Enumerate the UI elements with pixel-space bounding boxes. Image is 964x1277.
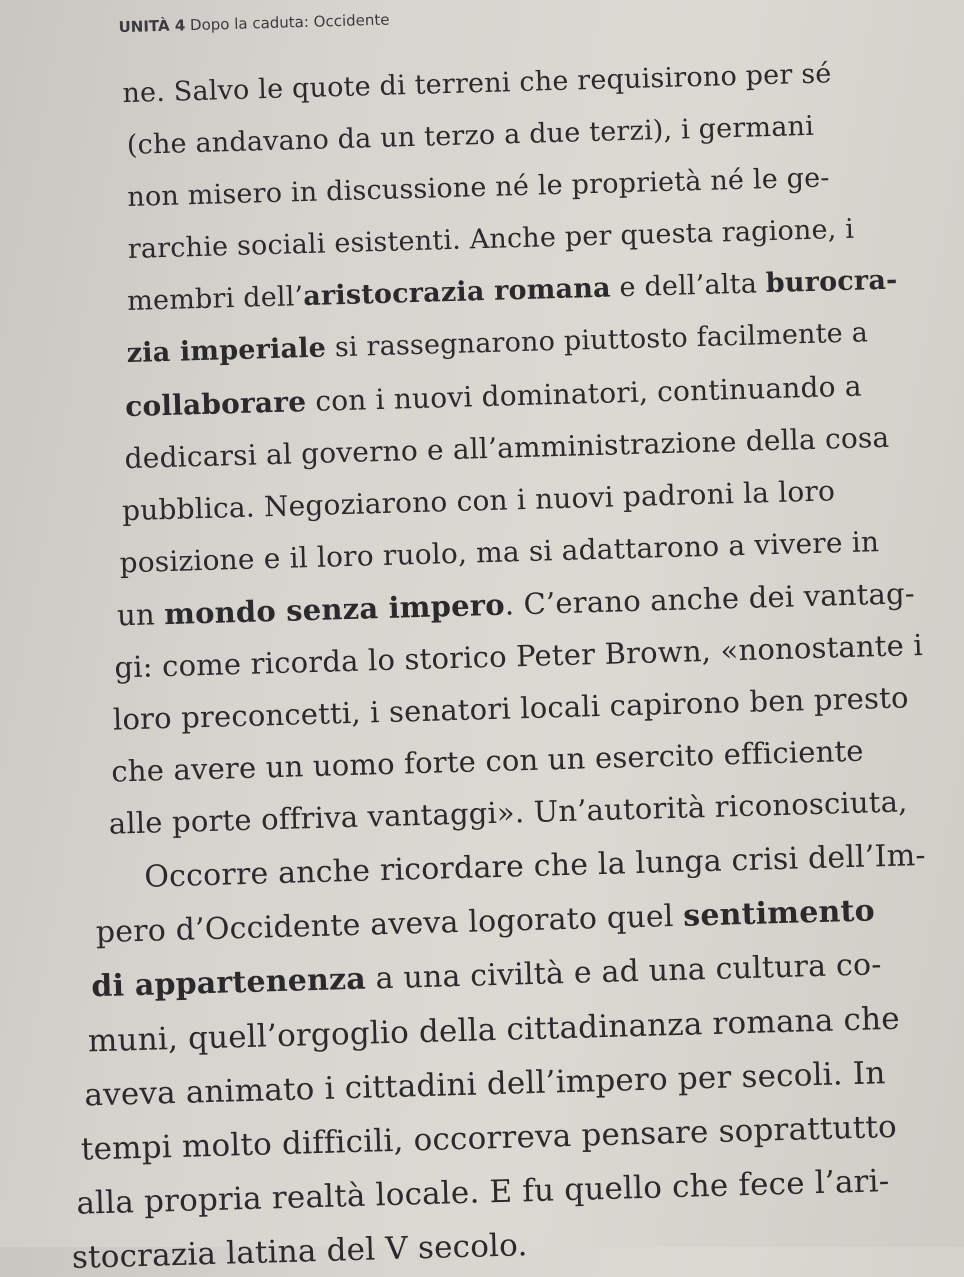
text-run: alla propria realtà locale. E fu quello che fece l’ari- [75, 1163, 890, 1222]
text-run: Occorre anche ricordare che la lunga crisi dell’Im- [143, 837, 927, 895]
text-line [126, 111, 814, 161]
text-run: pubblica. Negoziarono con i nuovi padroni la loro [121, 474, 836, 528]
text-run: stocrazia latina del V secolo. [71, 1227, 529, 1276]
text-line [126, 317, 868, 369]
text-line [108, 784, 908, 840]
text-line [87, 1001, 900, 1060]
text-run: si rassegnarono piuttosto facilmente a [325, 317, 869, 364]
bold-term: sentimento [682, 893, 876, 934]
text-line [127, 265, 898, 318]
page-header [118, 11, 389, 37]
text-line [127, 214, 854, 265]
text-run: muni, quell’orgoglio della cittadinanza romana che [87, 1000, 901, 1060]
text-line [144, 838, 926, 895]
bold-term: aristocrazia romana [302, 272, 612, 313]
text-run: gi: come ricorda lo storico Peter Brown, «nonostante i [114, 627, 924, 685]
text-run: ne. Salvo le quote di terreni che requisirono per sé [122, 58, 832, 110]
text-run: tempi molto difficili, occorreva pensare soprattutto [80, 1108, 898, 1168]
text-run: con i nuovi dominatori, continuando a [305, 369, 863, 419]
text-run: alle porte offriva vantaggi». Un’autorità riconosciuta, [108, 784, 908, 841]
text-run: posizione e il loro ruolo, ma si adattarono a vivere in [119, 525, 880, 580]
text-line [95, 893, 875, 950]
text-line [125, 370, 862, 424]
bold-term: mondo senza impero [163, 587, 506, 632]
text-run: . C’erano anche dei vantag- [504, 576, 916, 622]
text-line [122, 58, 832, 109]
text-run: loro preconcetti, i senatori locali capirono ben presto [112, 680, 910, 737]
text-line [71, 1227, 528, 1276]
text-run: pero d’Occidente aveva logorato quel [95, 898, 684, 951]
unit-title: Dopo la caduta: Occidente [189, 10, 390, 35]
unit-label: UNITÀ 4 [118, 16, 186, 37]
text-line [80, 1109, 897, 1168]
text-line [119, 525, 879, 579]
text-run: a una civiltà e ad una cultura co- [365, 947, 883, 997]
text-line [112, 680, 909, 736]
bold-term: zia imperiale [126, 332, 327, 370]
text-run: non misero in discussione né le proprietà né le ge- [126, 162, 831, 213]
text-run: (che andavano da un terzo a due terzi), i germani [126, 110, 815, 161]
text-line [124, 421, 890, 475]
bold-term: burocra- [765, 264, 898, 300]
text-line [127, 162, 830, 213]
text-run: un [116, 597, 165, 633]
text-line [114, 628, 923, 685]
text-line [117, 576, 916, 632]
text-run: rarchie sociali esistenti. Anche per questa ragione, i [127, 213, 855, 265]
bold-term: di appartenenza [90, 961, 367, 1005]
text-run: e dell’alta [610, 268, 767, 304]
text-run: che avere un uomo forte con un esercito efficiente [110, 733, 865, 789]
text-run: aveva animato i cittadini dell’impero per secoli. In [83, 1055, 886, 1114]
text-run: dedicarsi al governo e all’amministrazione della cosa [124, 420, 890, 476]
text-line [111, 734, 864, 789]
text-run: membri dell’ [126, 281, 304, 318]
text-line [91, 947, 882, 1004]
bold-term: collaborare [124, 385, 307, 424]
text-line [122, 474, 836, 527]
text-line [84, 1055, 886, 1113]
text-line [76, 1163, 890, 1222]
